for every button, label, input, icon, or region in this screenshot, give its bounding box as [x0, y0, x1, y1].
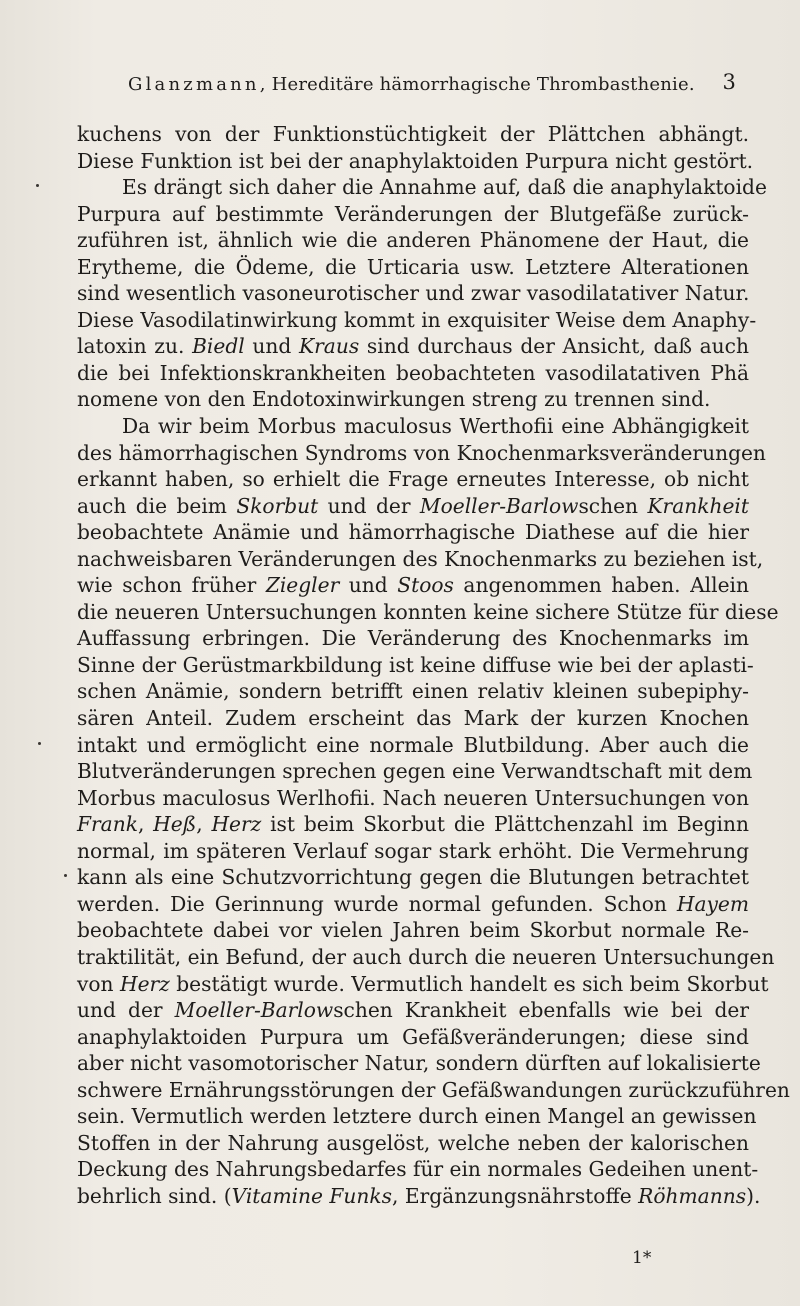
- text-line: Frank, Heß, Herz ist beim Skorbut die Plättchenzahl im Beginn: [77, 812, 750, 837]
- text-line: nomene von den Endotoxinwirkungen streng zu trennen sind.: [77, 387, 711, 412]
- text-line: zuführen ist, ähnlich wie die anderen Phänomene der Haut, die: [77, 228, 749, 253]
- text-line: erkannt haben, so erhielt die Frage erneutes Interesse, ob nicht: [77, 467, 749, 492]
- signature-mark: 1*: [632, 1248, 652, 1268]
- text-line: sären Anteil. Zudem erscheint das Mark der kurzen Knochen: [77, 706, 749, 731]
- text-line: Diese Funktion ist bei der anaphylaktoiden Purpura nicht gestört.: [77, 148, 754, 173]
- text-line: beobachtete Anämie und hämorrhagische Diathese auf die hier: [77, 520, 749, 545]
- page-number: 3: [722, 70, 736, 94]
- text-line: Es drängt sich daher die Annahme auf, daß die anaphylaktoide: [122, 175, 767, 200]
- text-line: behrlich sind. (Vitamine Funks, Ergänzungsnährstoffe Röhmanns).: [77, 1183, 761, 1208]
- running-header: [128, 70, 736, 102]
- body-text: [77, 121, 790, 1209]
- text-line: schen Anämie, sondern betrifft einen relativ kleinen subepiphy-: [77, 679, 749, 704]
- text-line: kuchens von der Funktionstüchtigkeit der Plättchen abhängt.: [77, 122, 749, 146]
- text-line: anaphylaktoiden Purpura um Gefäßveränderungen; diese sind: [77, 1024, 749, 1049]
- text-line: Sinne der Gerüstmarkbildung ist keine diffuse wie bei der aplasti-: [77, 652, 754, 677]
- text-line: schwere Ernährungsstörungen der Gefäßwandungen zurückzuführen: [77, 1077, 790, 1102]
- text-line: Da wir beim Morbus maculosus Werthofii eine Abhängigkeit: [122, 414, 749, 439]
- scan-speck: [36, 184, 39, 187]
- text-line: wie schon früher Ziegler und Stoos angenommen haben. Allein: [77, 573, 749, 598]
- text-line: Auffassung erbringen. Die Veränderung des Knochenmarks im: [77, 626, 749, 651]
- header-title: Hereditäre hämorrhagische Thrombasthenie.: [271, 74, 695, 95]
- header-author: Glanzmann: [128, 74, 260, 95]
- text-line: Diese Vasodilatinwirkung kommt in exquisiter Weise dem Anaphy-: [77, 307, 757, 332]
- scan-speck: [64, 874, 67, 877]
- text-line: sein. Vermutlich werden letztere durch einen Mangel an gewissen: [77, 1104, 757, 1129]
- text-line: traktilität, ein Befund, der auch durch die neueren Untersuchungen: [77, 944, 775, 969]
- text-line: sind wesentlich vasoneurotischer und zwar vasodilatativer Natur.: [77, 281, 750, 306]
- text-line: nachweisbaren Veränderungen des Knochenmarks zu beziehen ist,: [77, 546, 764, 571]
- scan-speck: [38, 742, 41, 745]
- text-line: des hämorrhagischen Syndroms von Knochenmarksveränderungen: [77, 440, 766, 465]
- text-line: aber nicht vasomotorischer Natur, sondern dürften auf lokalisierte: [77, 1051, 761, 1076]
- text-line: Erytheme, die Ödeme, die Urticaria usw. Letztere Alterationen: [77, 254, 749, 279]
- text-line: kann als eine Schutzvorrichtung gegen die Blutungen betrachtet: [77, 865, 749, 890]
- text-line: die neueren Untersuchungen konnten keine sichere Stütze für diese: [77, 599, 779, 624]
- text-line: Deckung des Nahrungsbedarfes für ein normales Gedeihen unent-: [77, 1157, 759, 1182]
- text-line: die bei Infektionskrankheiten beobachteten vasodilatativen Phä: [77, 360, 749, 385]
- text-line: Blutveränderungen sprechen gegen eine Verwandtschaft mit dem: [77, 759, 753, 784]
- text-line: von Herz bestätigt wurde. Vermutlich handelt es sich beim Skorbut: [77, 971, 769, 996]
- text-line: auch die beim Skorbut und der Moeller-Barlowschen Krankheit: [77, 493, 749, 518]
- text-line: normal, im späteren Verlauf sogar stark erhöht. Die Vermehrung: [77, 838, 749, 863]
- text-line: werden. Die Gerinnung wurde normal gefunden. Schon Hayem: [77, 891, 749, 916]
- text-line: und der Moeller-Barlowschen Krankheit ebenfalls wie bei der: [77, 998, 749, 1023]
- text-line: latoxin zu. Biedl und Kraus sind durchaus der Ansicht, daß auch: [77, 334, 749, 359]
- text-line: Purpura auf bestimmte Veränderungen der Blutgefäße zurück-: [77, 201, 749, 226]
- text-line: beobachtete dabei vor vielen Jahren beim Skorbut normale Re-: [77, 918, 749, 943]
- text-line: Stoffen in der Nahrung ausgelöst, welche neben der kalorischen: [77, 1130, 749, 1155]
- text-line: intakt und ermöglicht eine normale Blutbildung. Aber auch die: [77, 732, 749, 757]
- header-separator: ,: [259, 74, 272, 95]
- text-line: Morbus maculosus Werlhofii. Nach neueren Untersuchungen von: [77, 785, 749, 810]
